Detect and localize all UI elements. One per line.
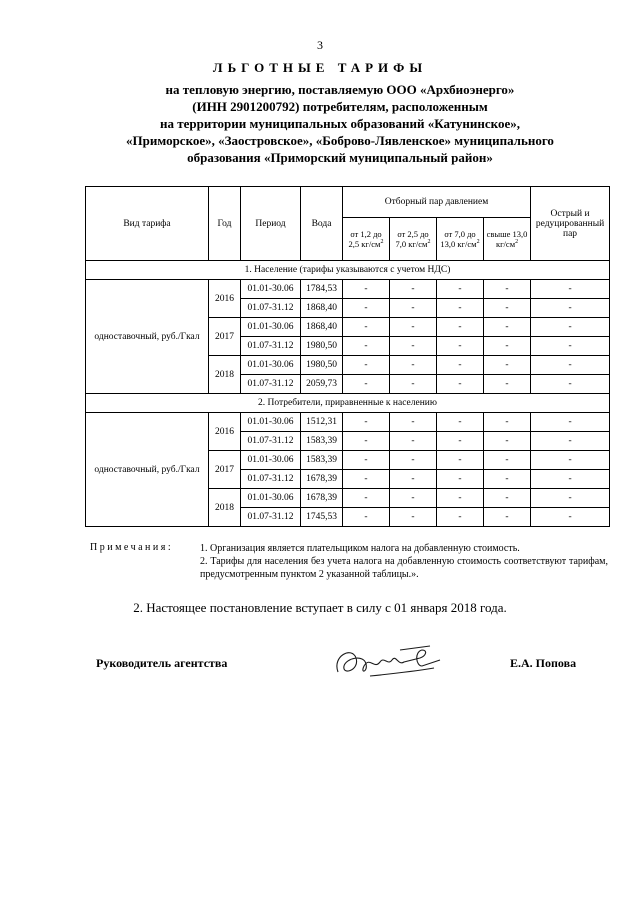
period-cell: 01.01-30.06	[241, 356, 301, 375]
sharp-steam-cell: -	[531, 489, 610, 508]
sharp-steam-cell: -	[531, 413, 610, 432]
signer-title: Руководитель агентства	[96, 656, 228, 670]
header-period: Период	[241, 187, 301, 261]
steam-cell: -	[390, 508, 437, 527]
subtitle-line: «Приморское», «Заостровское», «Боброво-Лявленское» муниципального	[126, 133, 554, 148]
steam-cell: -	[484, 375, 531, 394]
water-cell: 1678,39	[301, 489, 343, 508]
steam-cell: -	[437, 432, 484, 451]
steam-cell: -	[390, 356, 437, 375]
document-title: ЛЬГОТНЫЕ ТАРИФЫ	[212, 60, 428, 75]
steam-cell: -	[437, 299, 484, 318]
steam-cell: -	[484, 356, 531, 375]
steam-cell: -	[390, 280, 437, 299]
year-cell: 2016	[209, 413, 241, 451]
period-cell: 01.01-30.06	[241, 489, 301, 508]
steam-cell: -	[437, 375, 484, 394]
period-cell: 01.07-31.12	[241, 432, 301, 451]
steam-cell: -	[484, 299, 531, 318]
sharp-steam-cell: -	[531, 508, 610, 527]
steam-cell: -	[437, 413, 484, 432]
section-title: 2. Потребители, приравненные к населению	[86, 394, 610, 413]
header-sharp-steam: Острый и редуцированный пар	[531, 187, 610, 261]
period-cell: 01.07-31.12	[241, 508, 301, 527]
period-cell: 01.01-30.06	[241, 413, 301, 432]
steam-cell: -	[390, 337, 437, 356]
sharp-steam-cell: -	[531, 337, 610, 356]
steam-cell: -	[437, 337, 484, 356]
header-sup: 2	[476, 239, 480, 246]
sharp-steam-cell: -	[531, 470, 610, 489]
steam-cell: -	[484, 432, 531, 451]
document-subtitle	[90, 81, 590, 166]
page-number: 3	[317, 38, 323, 52]
steam-cell: -	[343, 470, 390, 489]
steam-cell: -	[437, 508, 484, 527]
year-cell: 2017	[209, 318, 241, 356]
header-sup: 2	[515, 239, 519, 246]
tariffs-table	[85, 186, 610, 527]
steam-cell: -	[343, 280, 390, 299]
steam-cell: -	[437, 451, 484, 470]
steam-cell: -	[390, 451, 437, 470]
note-item: 2. Тарифы для населения без учета налога на добавленную стоимость соответствуют тарифам, предусмотренным пунктом 2 указанной таблицы.».	[200, 556, 608, 580]
sharp-steam-cell: -	[531, 356, 610, 375]
header-steam-col-label: от 1,2 до 2,5 кг/см	[348, 229, 382, 249]
water-cell: 1784,53	[301, 280, 343, 299]
period-cell: 01.07-31.12	[241, 470, 301, 489]
steam-cell: -	[343, 299, 390, 318]
steam-cell: -	[437, 489, 484, 508]
steam-cell: -	[343, 356, 390, 375]
steam-cell: -	[437, 470, 484, 489]
subtitle-line: образования «Приморский муниципальный район»	[187, 150, 493, 165]
period-cell: 01.01-30.06	[241, 451, 301, 470]
sharp-steam-cell: -	[531, 375, 610, 394]
header-water: Вода	[301, 187, 343, 261]
subtitle-line: на тепловую энергию, поставляемую ООО «Архбиоэнерго»	[165, 82, 515, 97]
steam-cell: -	[390, 470, 437, 489]
section-row	[86, 394, 610, 413]
tariff-type-cell: одноставочный, руб./Гкал	[86, 280, 209, 394]
effective-date-text: 2. Настоящее постановление вступает в силу с 01 января 2018 года.	[133, 600, 507, 615]
year-cell: 2016	[209, 280, 241, 318]
table-row	[86, 413, 610, 432]
section-title: 1. Население (тарифы указываются с учетом НДС)	[86, 261, 610, 280]
header-steam-col	[343, 218, 390, 261]
steam-cell: -	[343, 413, 390, 432]
water-cell: 1980,50	[301, 356, 343, 375]
water-cell: 1745,53	[301, 508, 343, 527]
sharp-steam-cell: -	[531, 318, 610, 337]
water-cell: 1678,39	[301, 470, 343, 489]
steam-cell: -	[484, 508, 531, 527]
year-cell: 2017	[209, 451, 241, 489]
steam-cell: -	[390, 489, 437, 508]
period-cell: 01.01-30.06	[241, 280, 301, 299]
period-cell: 01.01-30.06	[241, 318, 301, 337]
steam-cell: -	[437, 280, 484, 299]
signer-name: Е.А. Попова	[510, 656, 577, 670]
steam-cell: -	[343, 508, 390, 527]
header-tariff-type: Вид тарифа	[86, 187, 209, 261]
signature-image	[330, 636, 460, 686]
steam-cell: -	[343, 451, 390, 470]
header-steam-col	[484, 218, 531, 261]
steam-cell: -	[390, 375, 437, 394]
steam-cell: -	[484, 489, 531, 508]
water-cell: 1512,31	[301, 413, 343, 432]
water-cell: 1868,40	[301, 299, 343, 318]
steam-cell: -	[343, 489, 390, 508]
year-cell: 2018	[209, 356, 241, 394]
steam-cell: -	[343, 318, 390, 337]
period-cell: 01.07-31.12	[241, 375, 301, 394]
sharp-steam-cell: -	[531, 299, 610, 318]
notes	[200, 542, 608, 581]
subtitle-line: на территории муниципальных образований «Катунинское»,	[159, 116, 520, 131]
year-cell: 2018	[209, 489, 241, 527]
period-cell: 01.07-31.12	[241, 337, 301, 356]
steam-cell: -	[437, 356, 484, 375]
steam-cell: -	[484, 337, 531, 356]
header-steam-col	[390, 218, 437, 261]
steam-cell: -	[437, 318, 484, 337]
steam-cell: -	[484, 280, 531, 299]
note-item: 1. Организация является плательщиком налога на добавленную стоимость.	[200, 543, 520, 554]
steam-cell: -	[343, 375, 390, 394]
steam-cell: -	[343, 337, 390, 356]
water-cell: 1583,39	[301, 432, 343, 451]
section-row	[86, 261, 610, 280]
steam-cell: -	[390, 413, 437, 432]
header-steam-col	[437, 218, 484, 261]
steam-cell: -	[484, 451, 531, 470]
steam-cell: -	[484, 318, 531, 337]
steam-cell: -	[343, 432, 390, 451]
steam-cell: -	[484, 470, 531, 489]
period-cell: 01.07-31.12	[241, 299, 301, 318]
steam-cell: -	[390, 299, 437, 318]
sharp-steam-cell: -	[531, 280, 610, 299]
header-sup: 2	[427, 239, 431, 246]
header-steam-col-label: от 2,5 до 7,0 кг/см	[395, 229, 429, 249]
header-steam: Отборный пар давлением	[343, 187, 531, 218]
tariff-type-cell: одноставочный, руб./Гкал	[86, 413, 209, 527]
steam-cell: -	[484, 413, 531, 432]
header-sup: 2	[380, 239, 384, 246]
steam-cell: -	[390, 432, 437, 451]
header-steam-col-label: от 7,0 до 13,0 кг/см	[440, 229, 477, 249]
table-row	[86, 280, 610, 299]
steam-cell: -	[390, 318, 437, 337]
header-steam-col-label: свыше 13,0 кг/см	[486, 229, 528, 249]
water-cell: 1868,40	[301, 318, 343, 337]
sharp-steam-cell: -	[531, 432, 610, 451]
subtitle-line: (ИНН 2901200792) потребителям, расположенным	[192, 99, 488, 114]
water-cell: 1980,50	[301, 337, 343, 356]
water-cell: 2059,73	[301, 375, 343, 394]
water-cell: 1583,39	[301, 451, 343, 470]
header-year: Год	[209, 187, 241, 261]
sharp-steam-cell: -	[531, 451, 610, 470]
notes-label: Примечания:	[90, 542, 174, 553]
